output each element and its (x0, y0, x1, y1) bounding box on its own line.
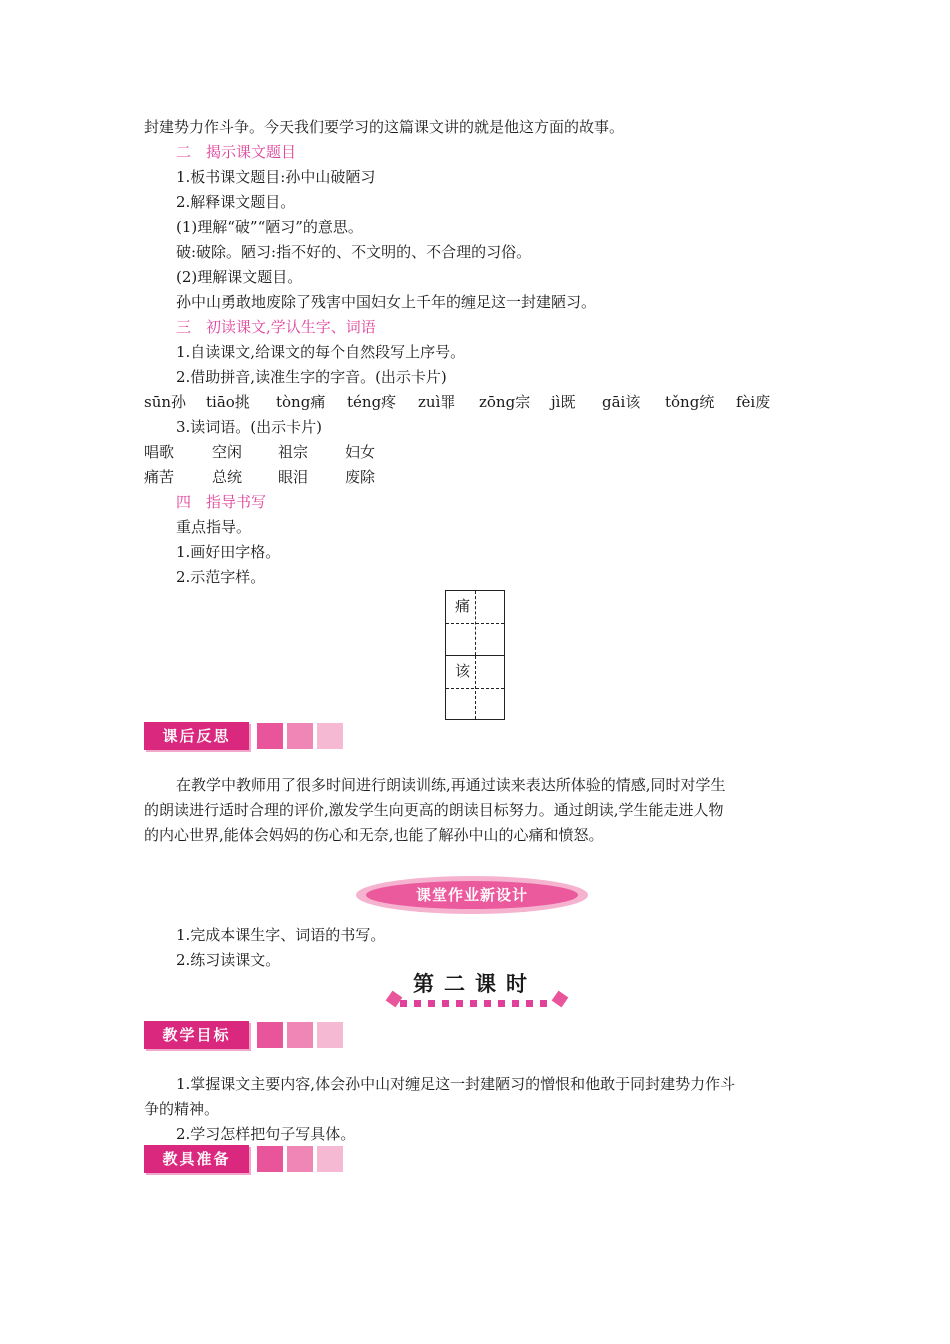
text-line: 孙中山勇敢地废除了残害中国妇女上千年的缠足这一封建陋习。 (176, 293, 597, 311)
section-heading: 四 指导书写 (176, 493, 267, 511)
pinyin-item: jì既 (551, 393, 576, 411)
word-item: 总统 (212, 468, 243, 486)
text-line: 1.掌握课文主要内容,体会孙中山对缠足这一封建陋习的憎恨和他敢于同封建势力作斗 (176, 1075, 736, 1093)
word-item: 眼泪 (278, 468, 309, 486)
pinyin-item: sūn孙 (144, 393, 187, 411)
grid-char: 该 (455, 662, 471, 680)
text-line: 2.借助拼音,读准生字的字音。(出示卡片) (176, 368, 447, 386)
text-line: 1.板书课文题目:孙中山破陋习 (176, 168, 376, 186)
homework-title: 课堂作业新设计 (366, 881, 578, 909)
pinyin-row (144, 392, 824, 412)
grid-char: 痛 (455, 597, 471, 615)
text-line: 在教学中教师用了很多时间进行朗读训练,再通过读来表达所体验的情感,同时对学生 (176, 776, 726, 794)
goals-banner (144, 1021, 354, 1049)
text-line: (1)理解“破”“陋习”的意思。 (176, 218, 363, 236)
text-line: 2.练习读课文。 (176, 951, 281, 969)
text-line: 破:破除。陋习:指不好的、不文明的、不合理的习俗。 (176, 243, 532, 261)
tianzige-grid (445, 590, 505, 720)
section-heading: 二 揭示课文题目 (176, 143, 297, 161)
word-item: 空闲 (212, 443, 243, 461)
word-item: 祖宗 (278, 443, 309, 461)
homework-banner (356, 876, 588, 914)
lesson-title: 第二课时 (413, 972, 537, 996)
text-line: 3.读词语。(出示卡片) (176, 418, 323, 436)
pinyin-item: fèi废 (736, 393, 771, 411)
pinyin-item: tiāo挑 (206, 393, 250, 411)
text-line: 2.解释课文题目。 (176, 193, 296, 211)
text-line: 2.学习怎样把句子写具体。 (176, 1125, 356, 1143)
text-line: 的朗读进行适时合理的评价,激发学生向更高的朗读目标努力。通过朗读,学生能走进人物 (144, 801, 724, 819)
text-line: 的内心世界,能体会妈妈的伤心和无奈,也能了解孙中山的心痛和愤怒。 (144, 826, 604, 844)
word-item: 唱歌 (144, 443, 175, 461)
word-item: 痛苦 (144, 468, 175, 486)
tools-banner (144, 1145, 354, 1173)
reflection-banner (144, 722, 354, 750)
lesson-heading (380, 964, 570, 1014)
banner-label: 教具准备 (144, 1145, 249, 1173)
banner-label: 教学目标 (144, 1021, 249, 1049)
text-line: (2)理解课文题目。 (176, 268, 303, 286)
word-row (144, 442, 404, 462)
pinyin-item: zuì罪 (418, 393, 456, 411)
banner-label: 课后反思 (144, 722, 249, 750)
text-line: 2.示范字样。 (176, 568, 266, 586)
word-row (144, 467, 404, 487)
section-heading: 三 初读课文,学认生字、词语 (176, 318, 376, 336)
text-line: 1.画好田字格。 (176, 543, 281, 561)
pinyin-item: tǒng统 (665, 393, 715, 411)
text-line: 争的精神。 (144, 1100, 220, 1118)
pinyin-item: zōng宗 (479, 393, 531, 411)
pinyin-item: tòng痛 (276, 393, 326, 411)
pinyin-item: téng疼 (347, 393, 397, 411)
text-line: 封建势力作斗争。今天我们要学习的这篇课文讲的就是他这方面的故事。 (144, 118, 625, 136)
word-item: 妇女 (345, 443, 376, 461)
word-item: 废除 (345, 468, 376, 486)
pinyin-item: gāi该 (602, 393, 641, 411)
text-line: 重点指导。 (176, 518, 252, 536)
grid-cell (446, 655, 504, 719)
text-line: 1.自读课文,给课文的每个自然段写上序号。 (176, 343, 466, 361)
grid-cell (446, 591, 504, 655)
text-line: 1.完成本课生字、词语的书写。 (176, 926, 386, 944)
